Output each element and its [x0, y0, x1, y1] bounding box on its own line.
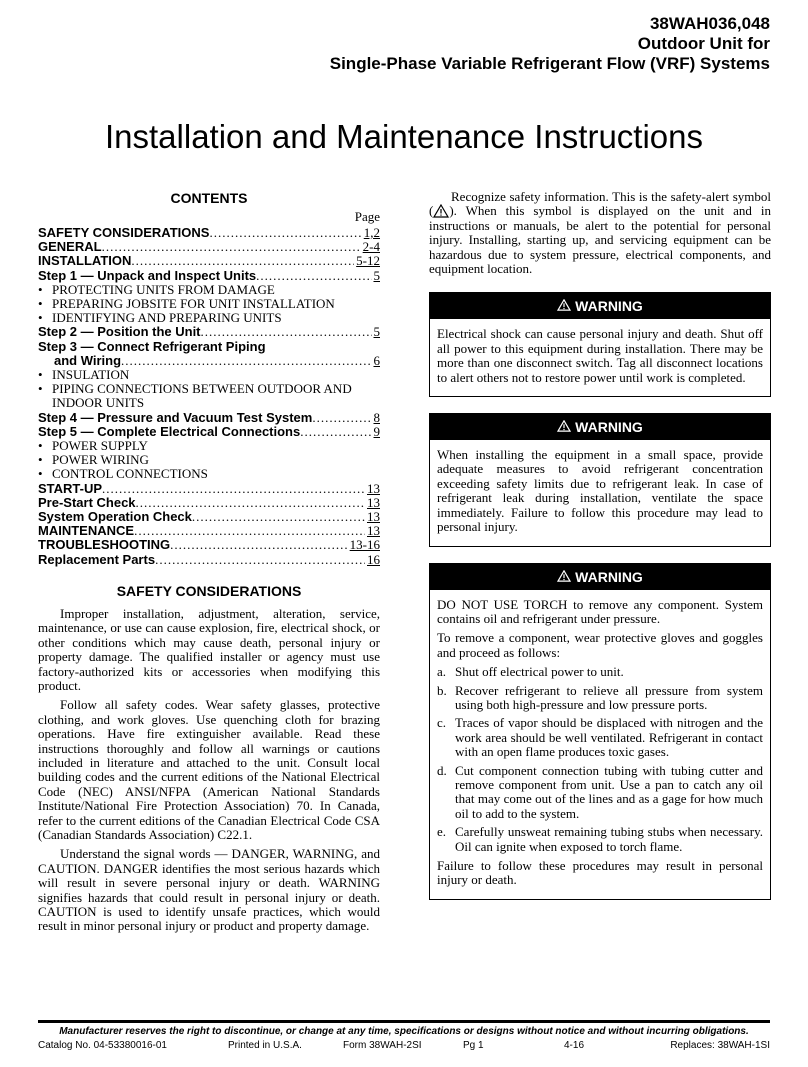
safety-alert-intro: Recognize safety information. This is the safety-alert symbol ( ). When this symbol is displayed on the unit and in instructions or manuals, be alert to the potential for personal injury. Installing, starting up, and servicing equipment can be hazardous due to system pressure, electrical components, and equipment location. — [429, 189, 771, 277]
safety-paragraph: Improper installation, adjustment, alteration, service, maintenance, or use can cause explosion, fire, electrical shock, or other conditions which may cause death, personal injury or property damage. The qualified installer or agency must use factory-authorized kits or accessories when modifying this product. — [38, 605, 380, 693]
toc-entry[interactable]: INSTALLATION ..... 5-12 — [38, 254, 380, 268]
safety-paragraph: Follow all safety codes. Wear safety glasses, protective clothing, and work gloves. Use quenching cloth for brazing operations. Have fire extinguisher available. Read these instructions thoroughly and follow all warnings or cautions included in literature and attached to the unit. Consult local building codes and the current editions of the National Electrical Code (NEC) ANSI/NFPA (American National Standards Institute/National Fire Protection Association) 70. In Canada, refer to the current editions of the Canadian Electrical Code CSA (Canadian Standards Association) C22.1. — [38, 697, 380, 842]
toc-entry[interactable]: Pre-Start Check ..... 13 — [38, 496, 380, 510]
toc-entry[interactable]: TROUBLESHOOTING ..... 13-16 — [38, 538, 380, 552]
toc-entry[interactable]: and Wiring ..... 6 — [38, 354, 380, 368]
printed-in: Printed in U.S.A. — [228, 1040, 302, 1051]
safety-heading: SAFETY CONSIDERATIONS — [116, 582, 302, 599]
warning-text: Failure to follow these procedures may result in personal injury or death. — [437, 858, 763, 888]
left-column — [38, 190, 380, 939]
toc-entry[interactable]: Replacement Parts ..... 16 — [38, 553, 380, 567]
footer-disclaimer: Manufacturer reserves the right to discontinue, or change at any time, specifications or designs without notice and without incurring obligations. — [59, 1026, 749, 1037]
toc-entry[interactable]: SAFETY CONSIDERATIONS ..... 1,2 — [38, 226, 380, 240]
toc-bullet: • PIPING CONNECTIONS BETWEEN OUTDOOR AND INDOOR UNITS — [38, 381, 352, 411]
list-item: c. Traces of vapor should be displaced with nitrogen and the work area should be well ventilated. Refrigerant in contact with an open flame produces toxic gases. — [437, 715, 763, 760]
warning-banner: WARNING — [430, 564, 770, 590]
warning-triangle-icon — [557, 299, 571, 311]
warning-text: DO NOT USE TORCH to remove any component. System contains oil and refrigerant under pressure. — [437, 596, 763, 626]
toc-page-link[interactable]: 13 — [367, 494, 380, 510]
warning-text: When installing the equipment in a small space, provide adequate measures to avoid refrigerant concentration exceeding safety limits due to refrigerant leak. In case of refrigerant leak during installation, ventilate the space immediately. Failure to follow this procedure may lead to personal injury. — [437, 447, 763, 535]
toc-bullet: • INSULATION — [38, 367, 130, 383]
safety-paragraph: Understand the signal words — DANGER, WARNING, and CAUTION. DANGER identifies the most serious hazards which will result in severe personal injury or death. WARNING signifies hazards that could result in personal injury or death. CAUTION is used to identify unsafe practices, which would result in minor personal injury or product and property damage. — [38, 846, 380, 934]
toc-bullet: • PROTECTING UNITS FROM DAMAGE — [38, 281, 275, 297]
page-number: Pg 1 — [463, 1040, 484, 1051]
toc-entry[interactable]: START-UP ..... 13 — [38, 482, 380, 496]
safety-alert-icon — [433, 204, 449, 218]
toc-page-link[interactable]: 13 — [367, 523, 380, 539]
product-line-2: Single-Phase Variable Refrigerant Flow (VRF) Systems — [329, 54, 770, 73]
toc-page-link[interactable]: 5-12 — [356, 253, 380, 269]
list-item: b. Recover refrigerant to relieve all pressure from system using both high-pressure and low pressure ports. — [437, 682, 763, 712]
toc-entry[interactable]: Step 4 — Pressure and Vacuum Test System ..... 8 — [38, 411, 380, 425]
toc-page-link[interactable]: 13 — [367, 509, 380, 525]
toc-entry[interactable]: Step 2 — Position the Unit ..... 5 — [38, 325, 380, 339]
contents-heading: CONTENTS — [170, 190, 248, 206]
warning-banner: WARNING — [430, 293, 770, 319]
table-of-contents — [38, 226, 380, 567]
revision-date: 4-16 — [564, 1040, 585, 1051]
toc-bullet: • POWER SUPPLY — [38, 438, 148, 454]
product-line-1: Outdoor Unit for — [637, 34, 770, 53]
toc-bullet: • POWER WIRING — [38, 452, 149, 468]
procedure-list — [437, 665, 763, 854]
warning-triangle-icon — [557, 420, 571, 432]
toc-page-link[interactable]: 16 — [367, 551, 380, 567]
toc-page-link[interactable]: 9 — [373, 423, 380, 439]
warning-box-electrical — [429, 292, 771, 397]
toc-entry[interactable]: Step 1 — Unpack and Inspect Units ..... 5 — [38, 269, 380, 283]
toc-page-link[interactable]: 1,2 — [363, 225, 380, 240]
toc-entry[interactable]: Step 5 — Complete Electrical Connections ..... 9 — [38, 425, 380, 439]
list-item: a. Shut off electrical power to unit. — [437, 664, 624, 680]
toc-entry[interactable]: GENERAL ..... 2-4 — [38, 240, 380, 254]
contents-page-label: Page — [354, 209, 380, 224]
form-number: Form 38WAH-2SI — [343, 1040, 422, 1051]
right-column — [429, 190, 771, 900]
warning-box-torch — [429, 563, 771, 900]
document-header — [330, 14, 770, 74]
toc-entry[interactable]: System Operation Check ..... 13 — [38, 510, 380, 524]
toc-page-link[interactable]: 13-16 — [349, 537, 380, 553]
toc-bullet: • PREPARING JOBSITE FOR UNIT INSTALLATION — [38, 296, 335, 312]
model-number: 38WAH036,048 — [649, 14, 770, 33]
toc-page-link[interactable]: 13 — [367, 480, 380, 496]
footer-divider — [38, 1020, 770, 1023]
warning-text: Electrical shock can cause personal injury and death. Shut off all power to this equipment during installation. There may be more than one disconnect switch. Tag all disconnect locations to alert others not to restore power until work is completed. — [437, 326, 763, 385]
toc-page-link[interactable]: 8 — [373, 409, 380, 425]
list-item: d. Cut component connection tubing with tubing cutter and remove component from unit. Use a pan to catch any oil that may come out of the lines and as a gage for how much oil to add to the system. — [437, 762, 763, 821]
toc-page-link[interactable]: 5 — [373, 324, 380, 340]
catalog-number: Catalog No. 04-53380016-01 — [38, 1040, 167, 1051]
toc-entry-line1[interactable]: Step 3 — Connect Refrigerant Piping — [38, 338, 266, 354]
warning-banner: WARNING — [430, 414, 770, 440]
list-item: e. Carefully unsweat remaining tubing stubs when necessary. Oil can ignite when exposed to torch flame. — [437, 824, 763, 854]
replaces-form: Replaces: 38WAH-1SI — [670, 1040, 770, 1051]
warning-triangle-icon — [557, 570, 571, 582]
warning-text: To remove a component, wear protective gloves and goggles and proceed as follows: — [437, 630, 763, 660]
toc-entry[interactable]: MAINTENANCE ..... 13 — [38, 524, 380, 538]
toc-bullet: • CONTROL CONNECTIONS — [38, 466, 208, 482]
toc-bullet: • IDENTIFYING AND PREPARING UNITS — [38, 310, 282, 326]
warning-box-refrigerant-leak — [429, 413, 771, 546]
toc-page-link[interactable]: 6 — [373, 352, 380, 368]
toc-page-link[interactable]: 5 — [373, 267, 380, 283]
toc-page-link[interactable]: 2-4 — [362, 239, 380, 255]
page-title: Installation and Maintenance Instructions — [104, 118, 704, 155]
